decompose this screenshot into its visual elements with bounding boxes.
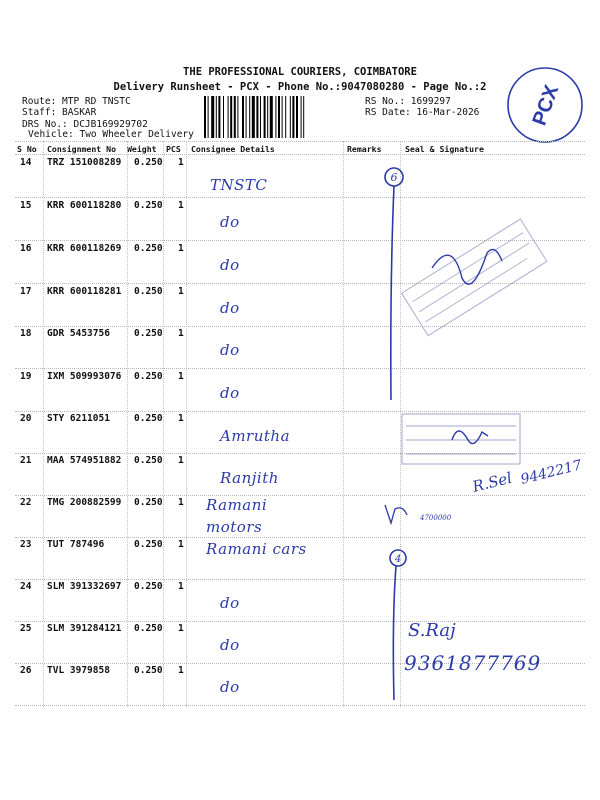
- cell-consignment: STY 6211051: [47, 413, 110, 424]
- cell-weight: 0.250: [134, 455, 163, 466]
- svg-text:6: 6: [390, 171, 398, 184]
- cell-consignee-handwritten: do: [220, 341, 240, 359]
- signature-row22: [385, 505, 407, 523]
- cell-weight: 0.250: [134, 243, 163, 254]
- cell-sno: 24: [20, 581, 32, 592]
- cell-consignment: KRR 600118269: [47, 243, 122, 254]
- drs-number: DRS No.: DCJB169929702: [22, 119, 148, 130]
- cell-consignment: SLM 391284121: [47, 623, 122, 634]
- cell-pcs: 1: [178, 243, 184, 254]
- vehicle-label: Vehicle: Two Wheeler Delivery: [28, 129, 194, 140]
- cell-consignment: TMG 200882599: [47, 497, 122, 508]
- company-title: THE PROFESSIONAL COURIERS, COIMBATORE: [183, 66, 417, 78]
- runsheet-subtitle: Delivery Runsheet - PCX - Phone No.:9047080280 - Page No.:2: [113, 81, 487, 93]
- cell-consignment: KRR 600118280: [47, 200, 122, 211]
- svg-text:4: 4: [394, 554, 402, 565]
- cell-sno: 14: [20, 157, 32, 168]
- cell-consignee-handwritten: Ranjith: [220, 469, 279, 487]
- route-label: Route: MTP RD TNSTC: [22, 96, 131, 107]
- cell-consignee-handwritten: do: [220, 594, 240, 612]
- cell-weight: 0.250: [134, 539, 163, 550]
- column-header-weight: Weight: [127, 144, 157, 154]
- cell-weight: 0.250: [134, 413, 163, 424]
- cell-consignee-handwritten: Ramani cars: [206, 540, 307, 558]
- cell-sno: 16: [20, 243, 32, 254]
- rs-date: RS Date: 16-Mar-2026: [365, 107, 480, 118]
- cell-sno: 20: [20, 413, 32, 424]
- company-seal-stamp: [402, 414, 520, 464]
- cell-pcs: 1: [178, 286, 184, 297]
- cell-consignee-handwritten: Ramani motors: [206, 496, 268, 536]
- cell-weight: 0.250: [134, 200, 163, 211]
- cell-sno: 19: [20, 371, 32, 382]
- cell-sno: 25: [20, 623, 32, 634]
- cell-pcs: 1: [178, 413, 184, 424]
- cell-pcs: 1: [178, 328, 184, 339]
- cell-pcs: 1: [178, 581, 184, 592]
- cell-consignment: MAA 574951882: [47, 455, 122, 466]
- svg-text:9442217: 9442217: [519, 457, 584, 488]
- cell-weight: 0.250: [134, 665, 163, 676]
- cell-consignment: SLM 391332697: [47, 581, 122, 592]
- cell-consignee-handwritten: do: [220, 213, 240, 231]
- svg-text:9361877769: 9361877769: [404, 651, 542, 675]
- cell-pcs: 1: [178, 371, 184, 382]
- cell-sno: 18: [20, 328, 32, 339]
- cell-consignee-handwritten: do: [220, 384, 240, 402]
- cell-pcs: 1: [178, 623, 184, 634]
- column-header-seal: Seal & Signature: [405, 144, 484, 154]
- column-header-consignment: Consignment No: [47, 144, 117, 154]
- cell-weight: 0.250: [134, 497, 163, 508]
- group1-bracket: [385, 168, 403, 400]
- cell-pcs: 1: [178, 539, 184, 550]
- svg-text:4700000: 4700000: [420, 514, 452, 522]
- cell-consignee-handwritten: do: [220, 256, 240, 274]
- cell-consignee-handwritten: Amrutha: [220, 427, 291, 445]
- cell-sno: 22: [20, 497, 32, 508]
- cell-weight: 0.250: [134, 157, 163, 168]
- group2-bracket: [390, 550, 406, 700]
- column-header-consignee: Consignee Details: [191, 144, 275, 154]
- cell-consignee-handwritten: do: [220, 636, 240, 654]
- cell-consignment: IXM 509993076: [47, 371, 122, 382]
- cell-sno: 21: [20, 455, 32, 466]
- column-header-sno: S No: [17, 144, 37, 154]
- staff-label: Staff: BASKAR: [22, 107, 97, 118]
- column-header-remarks: Remarks: [347, 144, 382, 154]
- cell-consignment: TVL 3979858: [47, 665, 110, 676]
- cell-sno: 17: [20, 286, 32, 297]
- seal-signature-scribble-2: [452, 431, 488, 444]
- svg-text:R.Sel: R.Sel: [470, 468, 514, 496]
- cell-sno: 26: [20, 665, 32, 676]
- cell-pcs: 1: [178, 455, 184, 466]
- cell-weight: 0.250: [134, 286, 163, 297]
- cell-consignee-handwritten: do: [220, 299, 240, 317]
- rs-number: RS No.: 1699297: [365, 96, 451, 107]
- column-header-pcs: PCS: [166, 144, 181, 154]
- office-seal-stamp: [402, 219, 547, 336]
- cell-consignment: KRR 600118281: [47, 286, 122, 297]
- cell-pcs: 1: [178, 157, 184, 168]
- cell-pcs: 1: [178, 497, 184, 508]
- cell-consignment: TUT 787496: [47, 539, 105, 550]
- cell-consignee-handwritten: TNSTC: [210, 176, 268, 194]
- svg-text:PCX: PCX: [528, 82, 564, 129]
- cell-weight: 0.250: [134, 623, 163, 634]
- cell-consignment: TRZ 151008289: [47, 157, 122, 168]
- cell-sno: 15: [20, 200, 32, 211]
- cell-pcs: 1: [178, 665, 184, 676]
- cell-consignment: GDR 5453756: [47, 328, 110, 339]
- cell-weight: 0.250: [134, 371, 163, 382]
- cell-pcs: 1: [178, 200, 184, 211]
- cell-consignee-handwritten: do: [220, 678, 240, 696]
- svg-text:S.Raj: S.Raj: [408, 620, 456, 641]
- cell-weight: 0.250: [134, 581, 163, 592]
- cell-sno: 23: [20, 539, 32, 550]
- cell-weight: 0.250: [134, 328, 163, 339]
